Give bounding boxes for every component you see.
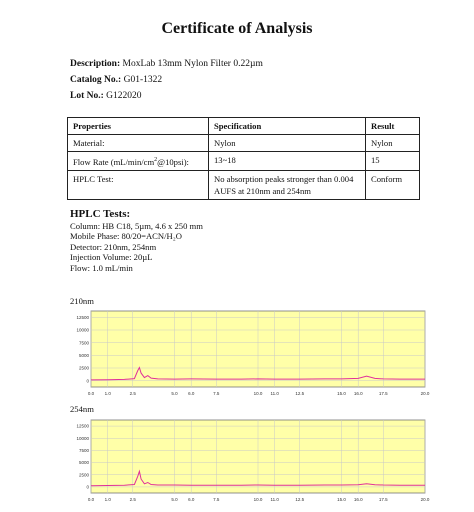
x-tick-label: 17.5 xyxy=(378,391,388,396)
lot-value: G122020 xyxy=(106,91,142,101)
specification-table xyxy=(67,117,420,200)
hplc-section-title: HPLC Tests: xyxy=(70,208,131,220)
hplc-condition-line: Column: HB C18, 5µm, 4.6 x 250 mm xyxy=(70,221,203,231)
x-tick-label: 0.0 xyxy=(87,391,95,396)
table-row xyxy=(68,170,420,199)
catalog-line xyxy=(70,75,162,85)
x-tick-label: 20.0 xyxy=(420,391,430,396)
cell-spec: No absorption peaks stronger than 0.004 AUFS at 210nm and 254nm xyxy=(209,170,366,199)
x-tick-label: 11.0 xyxy=(270,391,279,396)
y-tick-label: 12500 xyxy=(76,423,89,429)
description-label: Description: xyxy=(70,59,121,69)
y-tick-label: 2500 xyxy=(78,472,89,478)
x-tick-label: 7.5 xyxy=(213,497,220,502)
property-text: Flow Rate (mL/min/cm xyxy=(73,156,155,167)
y-tick-label: 7500 xyxy=(78,448,89,454)
cell-property xyxy=(68,152,209,171)
description-line xyxy=(70,59,263,69)
header-properties: Properties xyxy=(68,118,209,135)
lot-line xyxy=(70,91,142,101)
x-tick-label: 2.5 xyxy=(129,391,136,396)
y-tick-label: 2500 xyxy=(78,365,89,371)
hplc-condition-line: Flow: 1.0 mL/min xyxy=(70,262,133,273)
table-header-row xyxy=(68,118,420,135)
hplc-condition-line: Injection Volume: 20µL xyxy=(70,252,153,263)
x-tick-label: 16.0 xyxy=(353,497,363,502)
cell-result: 15 xyxy=(366,152,420,171)
x-tick-label: 6.0 xyxy=(188,497,195,502)
x-tick-label: 16.0 xyxy=(353,391,363,396)
y-tick-label: 10000 xyxy=(76,435,89,441)
header-specification: Specification xyxy=(209,118,366,135)
table-row xyxy=(68,135,420,152)
x-tick-label: 2.5 xyxy=(129,497,136,502)
header-result: Result xyxy=(366,118,420,135)
hplc-conditions xyxy=(70,221,203,273)
x-tick-label: 15.0 xyxy=(337,497,346,502)
x-tick-label: 10.0 xyxy=(253,497,263,502)
x-tick-label: 5.0 xyxy=(171,391,178,396)
x-tick-label: 5.0 xyxy=(171,497,178,502)
catalog-label: Catalog No.: xyxy=(70,75,122,85)
x-tick-label: 0.0 xyxy=(87,497,95,502)
x-tick-label: 12.5 xyxy=(295,391,305,396)
document-title: Certificate of Analysis xyxy=(161,20,313,37)
x-tick-label: 11.0 xyxy=(270,497,279,502)
lot-label: Lot No.: xyxy=(70,91,104,101)
cell-property: Material: xyxy=(68,135,209,152)
y-tick-label: 0 xyxy=(86,378,89,384)
chart-title-210nm: 210nm xyxy=(70,296,94,306)
description-value: MoxLab 13mm Nylon Filter 0.22µm xyxy=(122,59,263,69)
property-text-end: @10psi): xyxy=(157,156,189,167)
y-tick-label: 5000 xyxy=(78,460,89,466)
x-tick-label: 10.0 xyxy=(253,391,263,396)
cell-result: Nylon xyxy=(366,135,420,152)
chromatogram-210nm xyxy=(70,308,428,396)
cell-result: Conform xyxy=(366,170,420,199)
x-tick-label: 1.0 xyxy=(104,391,111,396)
y-tick-label: 0 xyxy=(86,484,89,490)
x-tick-label: 15.0 xyxy=(337,391,346,396)
cell-spec: Nylon xyxy=(209,135,366,152)
cell-spec: 13~18 xyxy=(209,152,366,171)
x-tick-label: 7.5 xyxy=(213,391,220,396)
table-row xyxy=(68,152,420,171)
y-tick-label: 10000 xyxy=(76,327,89,333)
hplc-condition-line: Detector: 210nm, 254nm xyxy=(70,241,157,252)
superscript: 2 xyxy=(154,157,158,163)
x-tick-label: 1.0 xyxy=(104,497,111,502)
y-tick-label: 12500 xyxy=(76,314,89,320)
x-tick-label: 20.0 xyxy=(420,497,430,502)
y-tick-label: 7500 xyxy=(78,340,89,346)
y-tick-label: 5000 xyxy=(78,352,89,358)
hplc-condition-line: Mobile Phase: 80/20=ACN/H₂O xyxy=(70,231,182,242)
chart-title-254nm: 254nm xyxy=(70,404,94,414)
catalog-value: G01-1322 xyxy=(123,75,163,85)
x-tick-label: 6.0 xyxy=(188,391,195,396)
chromatogram-254nm xyxy=(70,417,428,502)
x-tick-label: 17.5 xyxy=(378,497,388,502)
x-tick-label: 12.5 xyxy=(295,497,305,502)
cell-property: HPLC Test: xyxy=(68,170,209,199)
